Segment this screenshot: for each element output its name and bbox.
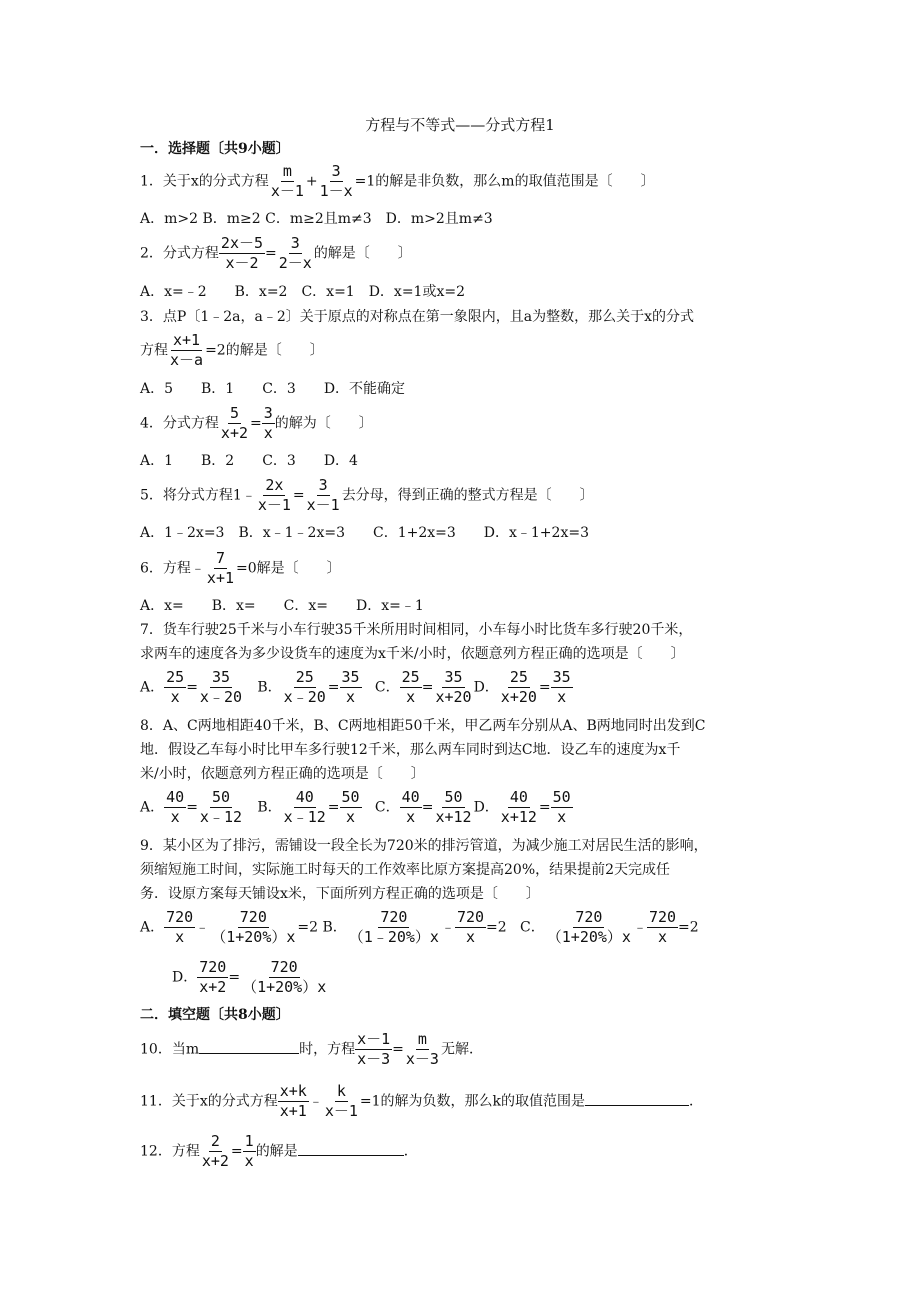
question-2: 2．分式方程 $\frac{2x-5}{x-2}$ = $\frac{3}{2-x}$ 的解是〔 〕 <box>140 234 412 272</box>
fraction: $\frac{x+k}{x+1}$ <box>279 1082 307 1120</box>
section-heading-choice: 一．选择题〔共9小题〕 <box>140 141 290 157</box>
question-7-options: A． $\frac{25}{x}$ = $\frac{35}{x﹣20}$ B． $\frac{25}{x﹣20}$ = $\frac{35}{x}$ C． $\frac{25}{x}$ = $\frac{35}{x+20}$ D． $\frac{25}{x+20}$ = $\frac{35}{x}$ <box>140 668 571 706</box>
answer-blank[interactable] <box>199 1039 299 1054</box>
fraction: $\frac{35}{x﹣20}$ <box>199 668 243 706</box>
fraction: $\frac{720}{(1+20\%)x}$ <box>242 958 327 996</box>
page-title: 方程与不等式——分式方程1 <box>365 116 555 134</box>
question-9-text: 务．设原方案每天铺设x米，下面所列方程正确的选项是〔 〕 <box>140 886 540 902</box>
question-1-options: A．m>2 B．m≥2 C．m≥2且m≠3 D．m>2且m≠3 <box>140 211 493 227</box>
question-6: 6．方程﹣ $\frac{7}{x+1}$ =0解是〔 〕 <box>140 549 341 587</box>
fraction: $\frac{50}{x}$ <box>341 788 360 826</box>
question-3-options: A．5 B．1 C．3 D．不能确定 <box>140 381 406 397</box>
question-3-text: 3．点P〔1﹣2a，a﹣2〕关于原点的对称点在第一象限内，且a为整数，那么关于x的分式 <box>140 309 694 325</box>
fraction: $\frac{40}{x﹣12}$ <box>283 788 326 826</box>
fraction: $\frac{35}{x}$ <box>341 668 360 706</box>
fraction: $\frac{3}{x}$ <box>263 404 273 442</box>
question-4: 4．分式方程 $\frac{5}{x+2}$ = $\frac{3}{x}$ 的解为〔 〕 <box>140 404 373 442</box>
fraction: $\frac{50}{x﹣12}$ <box>199 788 243 826</box>
question-7-text: 求两车的速度各为多少设货车的速度为x千米/小时，依题意列方程正确的选项是〔 〕 <box>140 646 685 662</box>
fraction: $\frac{3}{1-x}$ <box>319 162 353 200</box>
question-9-text: 9．某小区为了排污，需铺设一段全长为720米的排污管道，为减少施工对居民生活的影响， <box>140 838 708 854</box>
fraction: $\frac{2x}{x-1}$ <box>257 476 291 514</box>
fraction: $\frac{25}{x﹣20}$ <box>283 668 326 706</box>
question-9-text: 须缩短施工时间，实际施工时每天的工作效率比原方案提高20%，结果提前2天完成任 <box>140 862 671 878</box>
question-7-text: 7．货车行驶25千米与小车行驶35千米所用时间相同，小车每小时比货车多行驶20千米， <box>140 622 693 638</box>
fraction: $\frac{x+1}{x-a}$ <box>170 331 204 369</box>
fraction: $\frac{3}{x-1}$ <box>306 476 340 514</box>
fraction: $\frac{35}{x}$ <box>552 668 571 706</box>
question-1: 1．关于x的分式方程 $\frac{m}{x-1}$ + $\frac{3}{1-x}$ =1的解是非负数，那么m的取值范围是〔 〕 <box>140 162 655 200</box>
fraction: $\frac{25}{x}$ <box>401 668 420 706</box>
question-8-text: 米/小时，依题意列方程正确的选项是〔 〕 <box>140 766 425 782</box>
fraction: $\frac{25}{x}$ <box>166 668 185 706</box>
answer-blank[interactable] <box>585 1091 689 1106</box>
answer-blank[interactable] <box>298 1141 404 1156</box>
question-8-text: 8．A、C两地相距40千米，B、C两地相距50千米，甲乙两车分别从A、B两地同时出发到C <box>140 718 706 734</box>
question-11: 11．关于x的分式方程 $\frac{x+k}{x+1}$ ﹣ $\frac{k}{x-1}$ =1的解为负数，那么k的取值范围是 ． <box>140 1082 703 1120</box>
fraction: $\frac{50}{x}$ <box>552 788 571 826</box>
fraction: $\frac{50}{x+12}$ <box>435 788 472 826</box>
fraction: $\frac{2x-5}{x-2}$ <box>220 234 264 272</box>
question-5: 5．将分式方程1﹣ $\frac{2x}{x-1}$ = $\frac{3}{x-1}$ 去分母，得到正确的整式方程是〔 〕 <box>140 476 594 514</box>
question-9-options: A． $\frac{720}{x}$ ﹣ $\frac{720}{(1+20\%)x}$ =2 B． $\frac{720}{(1﹣20\%)x}$ ﹣ $\frac{720}{x}$ =2 C． $\frac{720}{(1+20\%)x}$ ﹣ $\frac{720}{x}$ =2 <box>140 908 699 946</box>
fraction: $\frac{720}{x}$ <box>456 908 485 946</box>
fraction: $\frac{720}{x}$ <box>166 908 194 946</box>
question-12: 12．方程 $\frac{2}{x+2}$ = $\frac{1}{x}$ 的解是 ． <box>140 1132 418 1170</box>
fraction: $\frac{x-1}{x-3}$ <box>357 1030 391 1068</box>
fraction: $\frac{1}{x}$ <box>244 1132 254 1170</box>
fraction: $\frac{40}{x}$ <box>166 788 185 826</box>
question-10: 10．当m 时，方程 $\frac{x-1}{x-3}$ = $\frac{m}{x-3}$ 无解． <box>140 1030 483 1068</box>
fraction: $\frac{720}{(1﹣20\%)x}$ <box>348 908 439 946</box>
question-9-option-d: D． $\frac{720}{x+2}$ = $\frac{720}{(1+20\%)x}$ <box>172 958 327 996</box>
fraction: $\frac{m}{x-1}$ <box>270 162 304 200</box>
fraction: $\frac{k}{x-1}$ <box>324 1082 358 1120</box>
fraction: $\frac{5}{x+2}$ <box>220 404 249 442</box>
fraction: $\frac{720}{(1+20\%)x}$ <box>211 908 296 946</box>
fraction: $\frac{720}{x}$ <box>648 908 677 946</box>
question-4-options: A．1 B．2 C．3 D．4 <box>140 453 358 469</box>
question-5-options: A．1﹣2x=3 B．x﹣1﹣2x=3 C．1+2x=3 D．x﹣1+2x=3 <box>140 525 589 541</box>
fraction: $\frac{25}{x+20}$ <box>500 668 537 706</box>
question-8-text: 地．假设乙车每小时比甲车多行驶12千米，那么两车同时到达C地．设乙车的速度为x千 <box>140 742 681 758</box>
question-3: 方程 $\frac{x+1}{x-a}$ =2的解是〔 〕 <box>140 331 324 369</box>
fraction: $\frac{35}{x+20}$ <box>435 668 472 706</box>
fraction: $\frac{7}{x+1}$ <box>206 549 235 587</box>
fraction: $\frac{3}{2-x}$ <box>278 234 312 272</box>
question-2-options: A．x=﹣2 B．x=2 C．x=1 D．x=1或x=2 <box>140 284 466 300</box>
question-8-options: A． $\frac{40}{x}$ = $\frac{50}{x﹣12}$ B． $\frac{40}{x﹣12}$ = $\frac{50}{x}$ C． $\frac{40}{x}$ = $\frac{50}{x+12}$ D． $\frac{40}{x+12}$ = $\frac{50}{x}$ <box>140 788 571 826</box>
fraction: $\frac{40}{x}$ <box>401 788 420 826</box>
fraction: $\frac{720}{x+2}$ <box>199 958 227 996</box>
fraction: $\frac{m}{x-3}$ <box>405 1030 439 1068</box>
section-heading-fill: 二．填空题〔共8小题〕 <box>140 1007 290 1023</box>
fraction: $\frac{40}{x+12}$ <box>500 788 537 826</box>
fraction: $\frac{2}{x+2}$ <box>201 1132 229 1170</box>
question-6-options: A．x= B．x= C．x= D．x=﹣1 <box>140 598 424 614</box>
fraction: $\frac{720}{(1+20\%)x}$ <box>546 908 631 946</box>
